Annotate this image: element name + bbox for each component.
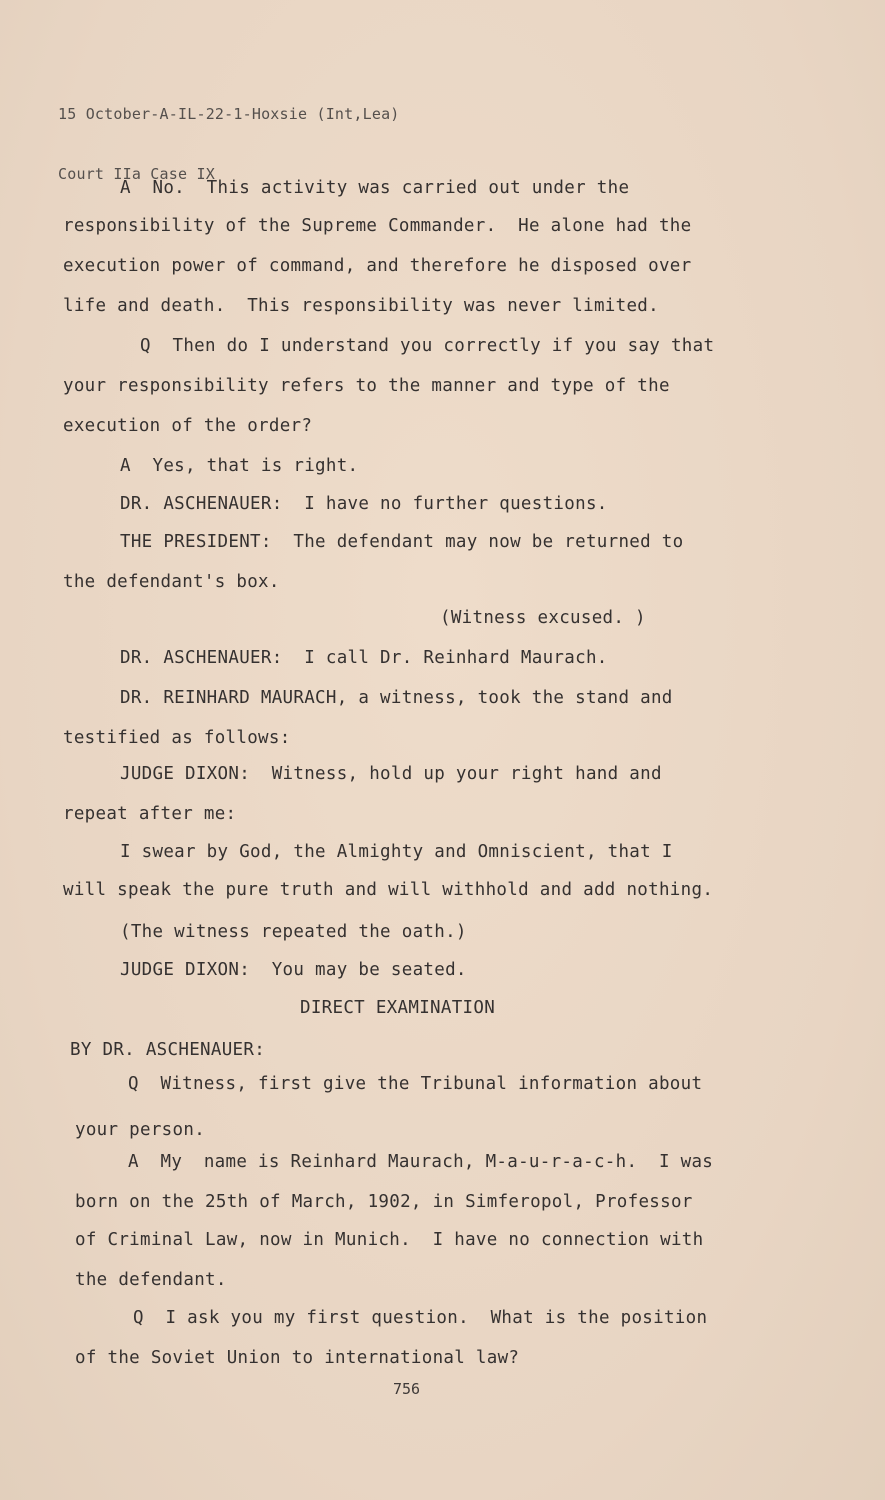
text-line: THE PRESIDENT: The defendant may now be returned to	[120, 532, 684, 552]
text-line: DR. REINHARD MAURACH, a witness, took the stand and	[120, 688, 673, 708]
document-header	[58, 64, 400, 224]
text-line: I swear by God, the Almighty and Omniscient, that I	[120, 842, 673, 862]
text-line: DR. ASCHENAUER: I have no further questions.	[120, 494, 608, 514]
header-line-2: Court IIa Case IX	[58, 165, 215, 183]
text-line: DR. ASCHENAUER: I call Dr. Reinhard Maurach.	[120, 648, 608, 668]
text-line: A No. This activity was carried out under the	[120, 178, 630, 198]
text-line: JUDGE DIXON: You may be seated.	[120, 960, 467, 980]
text-line: (The witness repeated the oath.)	[120, 922, 467, 942]
text-line: execution of the order?	[63, 416, 313, 436]
text-line: your responsibility refers to the manner and type of the	[63, 376, 670, 396]
text-line: Q Witness, first give the Tribunal information about	[128, 1074, 703, 1094]
text-line: execution power of command, and therefore he disposed over	[63, 256, 692, 276]
text-line: born on the 25th of March, 1902, in Simferopol, Professor	[75, 1192, 693, 1212]
text-line: responsibility of the Supreme Commander. He alone had the	[63, 216, 692, 236]
text-line: of Criminal Law, now in Munich. I have no connection with	[75, 1230, 704, 1250]
text-line: life and death. This responsibility was never limited.	[63, 296, 659, 316]
text-line: A Yes, that is right.	[120, 456, 359, 476]
text-line: JUDGE DIXON: Witness, hold up your right hand and	[120, 764, 662, 784]
text-line: Q I ask you my first question. What is the position	[133, 1308, 708, 1328]
text-line: A My name is Reinhard Maurach, M-a-u-r-a-c-h. I was	[128, 1152, 714, 1172]
text-line: BY DR. ASCHENAUER:	[70, 1040, 266, 1060]
text-line: (Witness excused. )	[440, 608, 646, 628]
text-line: the defendant's box.	[63, 572, 280, 592]
text-line: Q Then do I understand you correctly if you say that	[140, 336, 715, 356]
text-line: your person.	[75, 1120, 206, 1140]
section-heading: DIRECT EXAMINATION	[300, 998, 496, 1018]
text-line: repeat after me:	[63, 804, 237, 824]
text-line: of the Soviet Union to international law?	[75, 1348, 520, 1368]
header-line-1: 15 October-A-IL-22-1-Hoxsie (Int,Lea)	[58, 105, 400, 123]
text-line: the defendant.	[75, 1270, 227, 1290]
page-number: 756	[393, 1380, 421, 1398]
text-line: will speak the pure truth and will withhold and add nothing.	[63, 880, 714, 900]
text-line: testified as follows:	[63, 728, 291, 748]
